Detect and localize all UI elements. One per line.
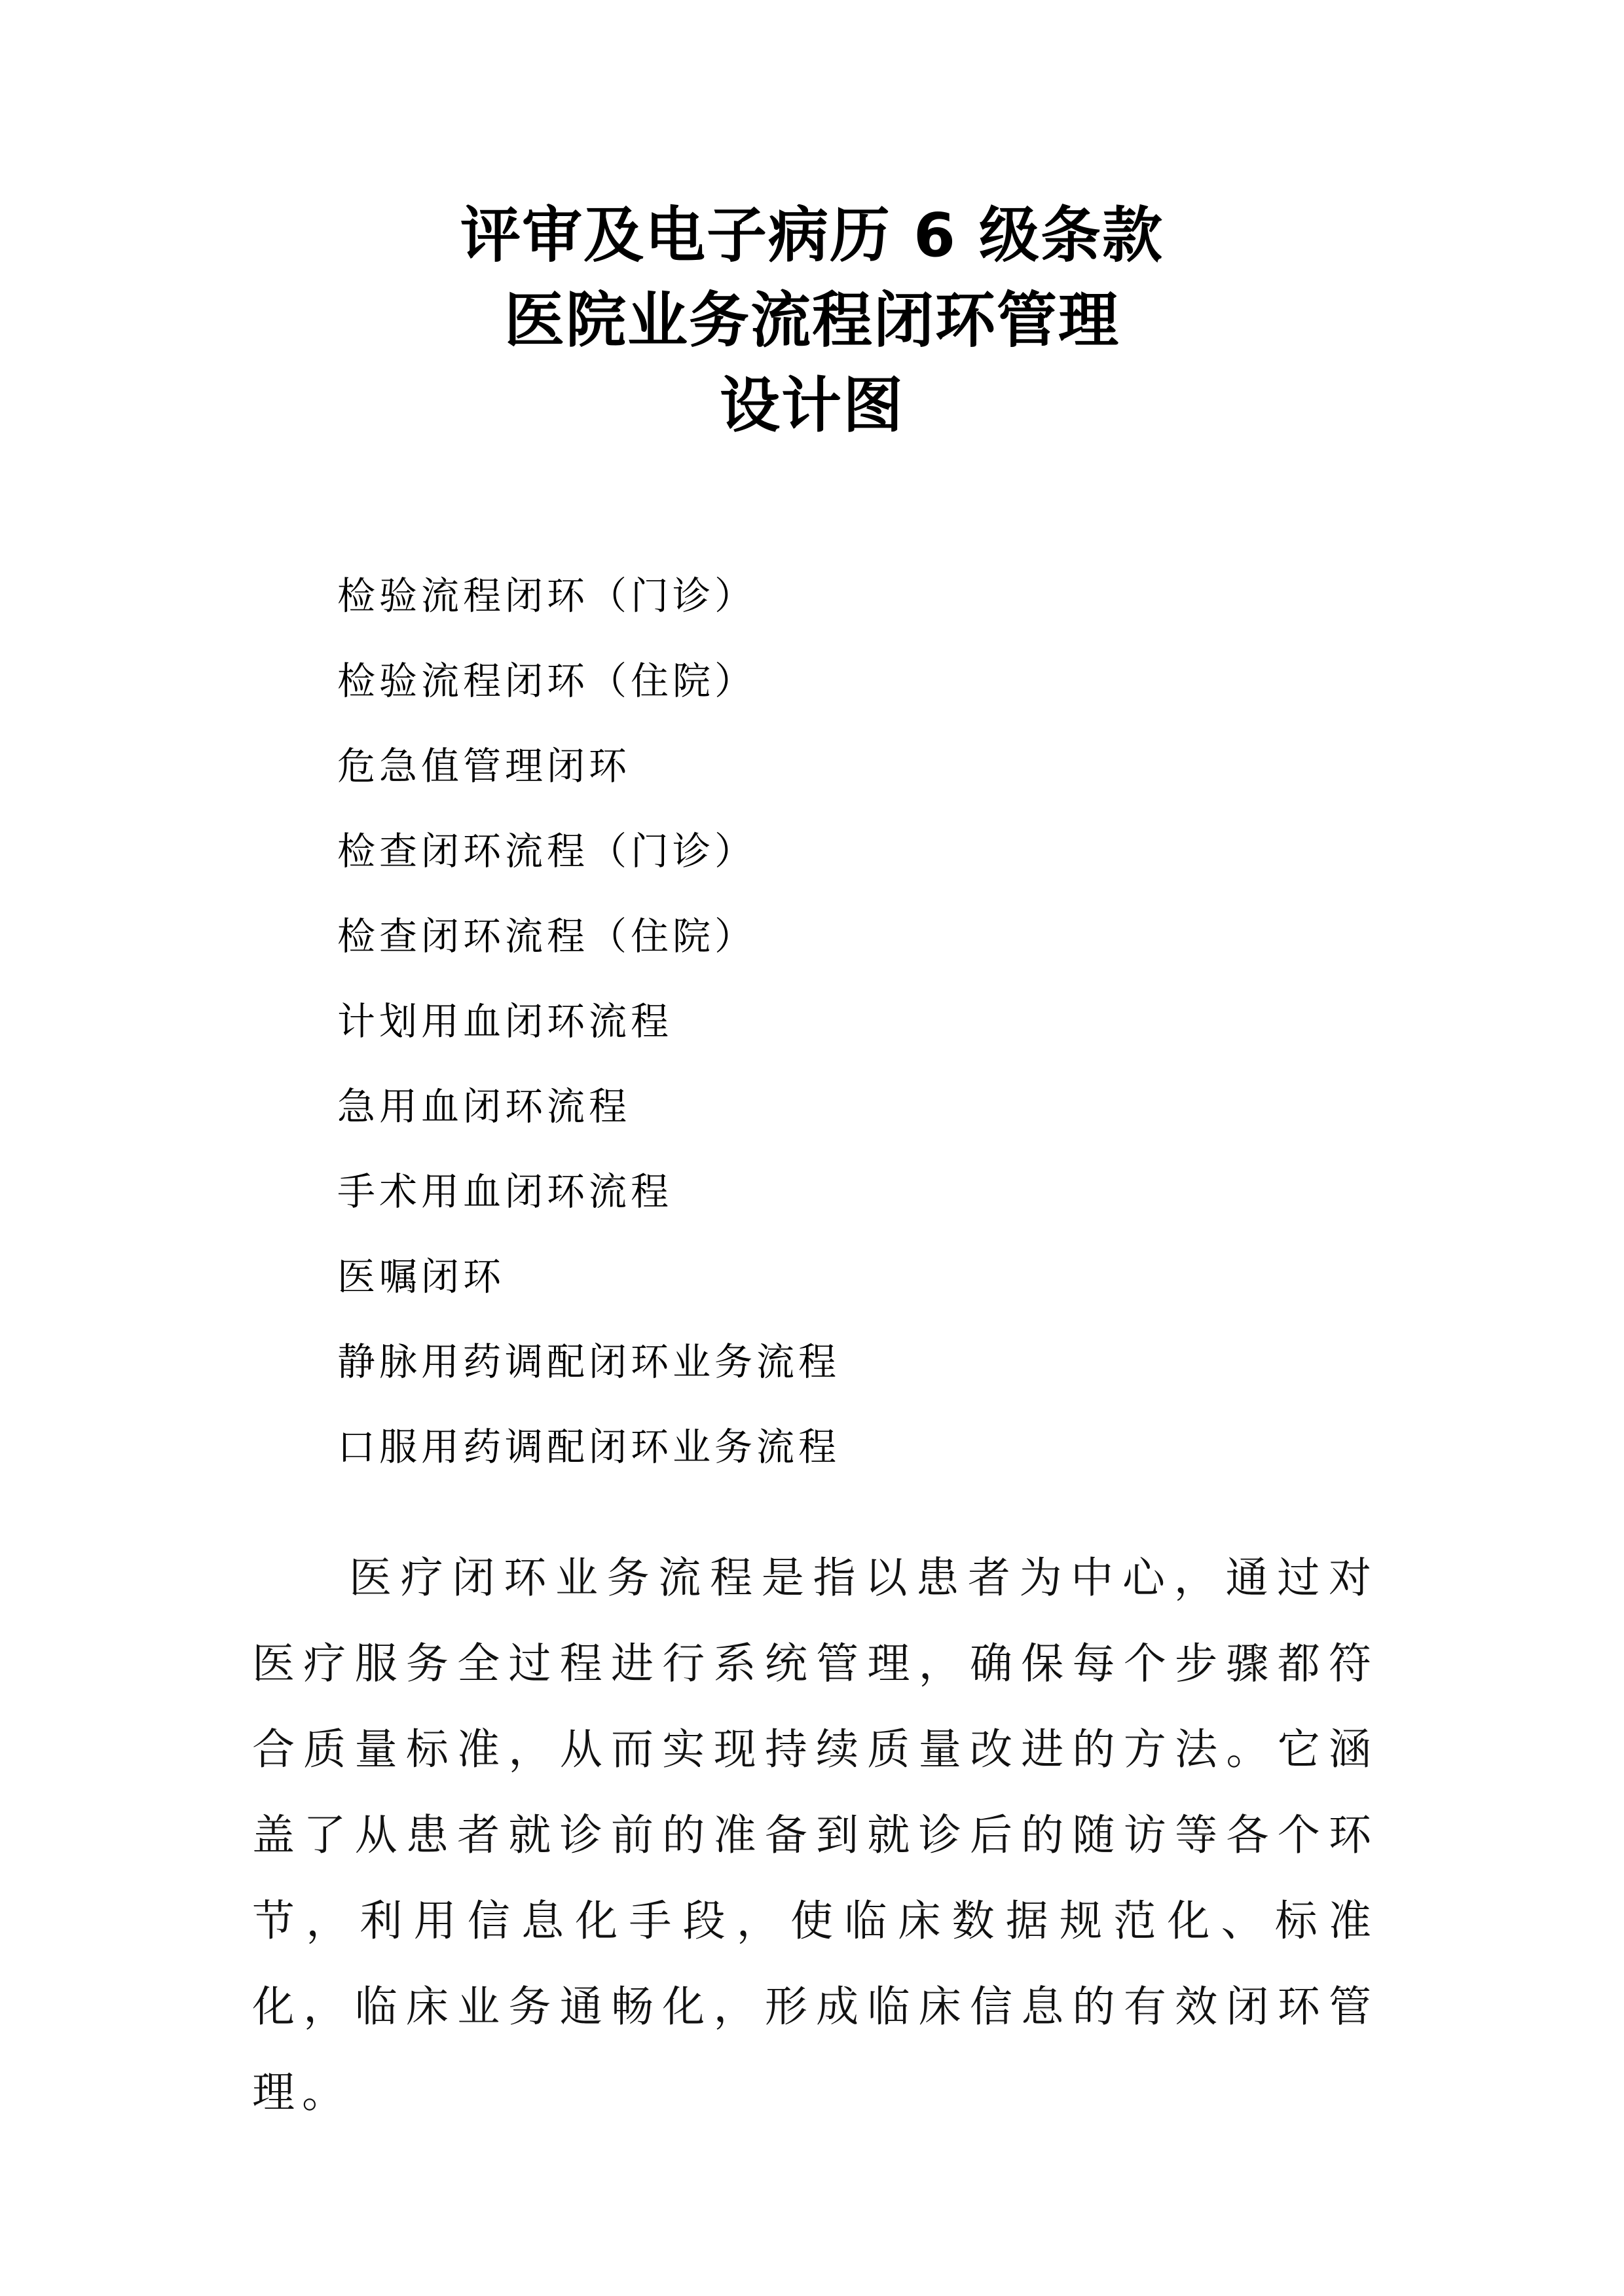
title-line-2: 医院业务流程闭环管理 [504,285,1120,355]
contents-item-emergency-transfusion: 急用血闭环流程 [337,1084,631,1129]
document-title [0,193,1624,448]
contents-item-planned-transfusion: 计划用血闭环流程 [337,999,673,1044]
contents-item-lab-outpatient: 检验流程闭环（门诊） [337,574,757,618]
contents-item-surgical-transfusion: 手术用血闭环流程 [337,1169,673,1214]
contents-item-medical-orders: 医嘱闭环 [337,1254,506,1299]
intro-paragraph: 医疗闭环业务流程是指以患者为中心，通过对医疗服务全过程进行系统管理，确保每个步骤都符合质量标准，从而实现持续质量改进的方法。它涵盖了从患者就诊前的准备到就诊后的随访等各个环节，利用信息化手段，使临床数据规范化、标准化，临床业务通畅化，形成临床信息的有效闭环管理。 [252,1554,1378,2117]
contents-item-exam-inpatient: 检查闭环流程（住院） [337,914,757,958]
contents-item-critical-value: 危急值管理闭环 [337,744,631,788]
contents-item-exam-outpatient: 检查闭环流程（门诊） [337,829,757,873]
contents-item-oral-dispensing: 口服用药调配闭环业务流程 [337,1425,841,1469]
title-line-1: 评审及电子病历 6 级条款 [460,200,1164,270]
contents-list [337,553,1450,1489]
contents-item-iv-dispensing: 静脉用药调配闭环业务流程 [337,1339,841,1384]
contents-item-lab-inpatient: 检验流程闭环（住院） [337,659,757,703]
title-line-3: 设计图 [719,371,904,441]
